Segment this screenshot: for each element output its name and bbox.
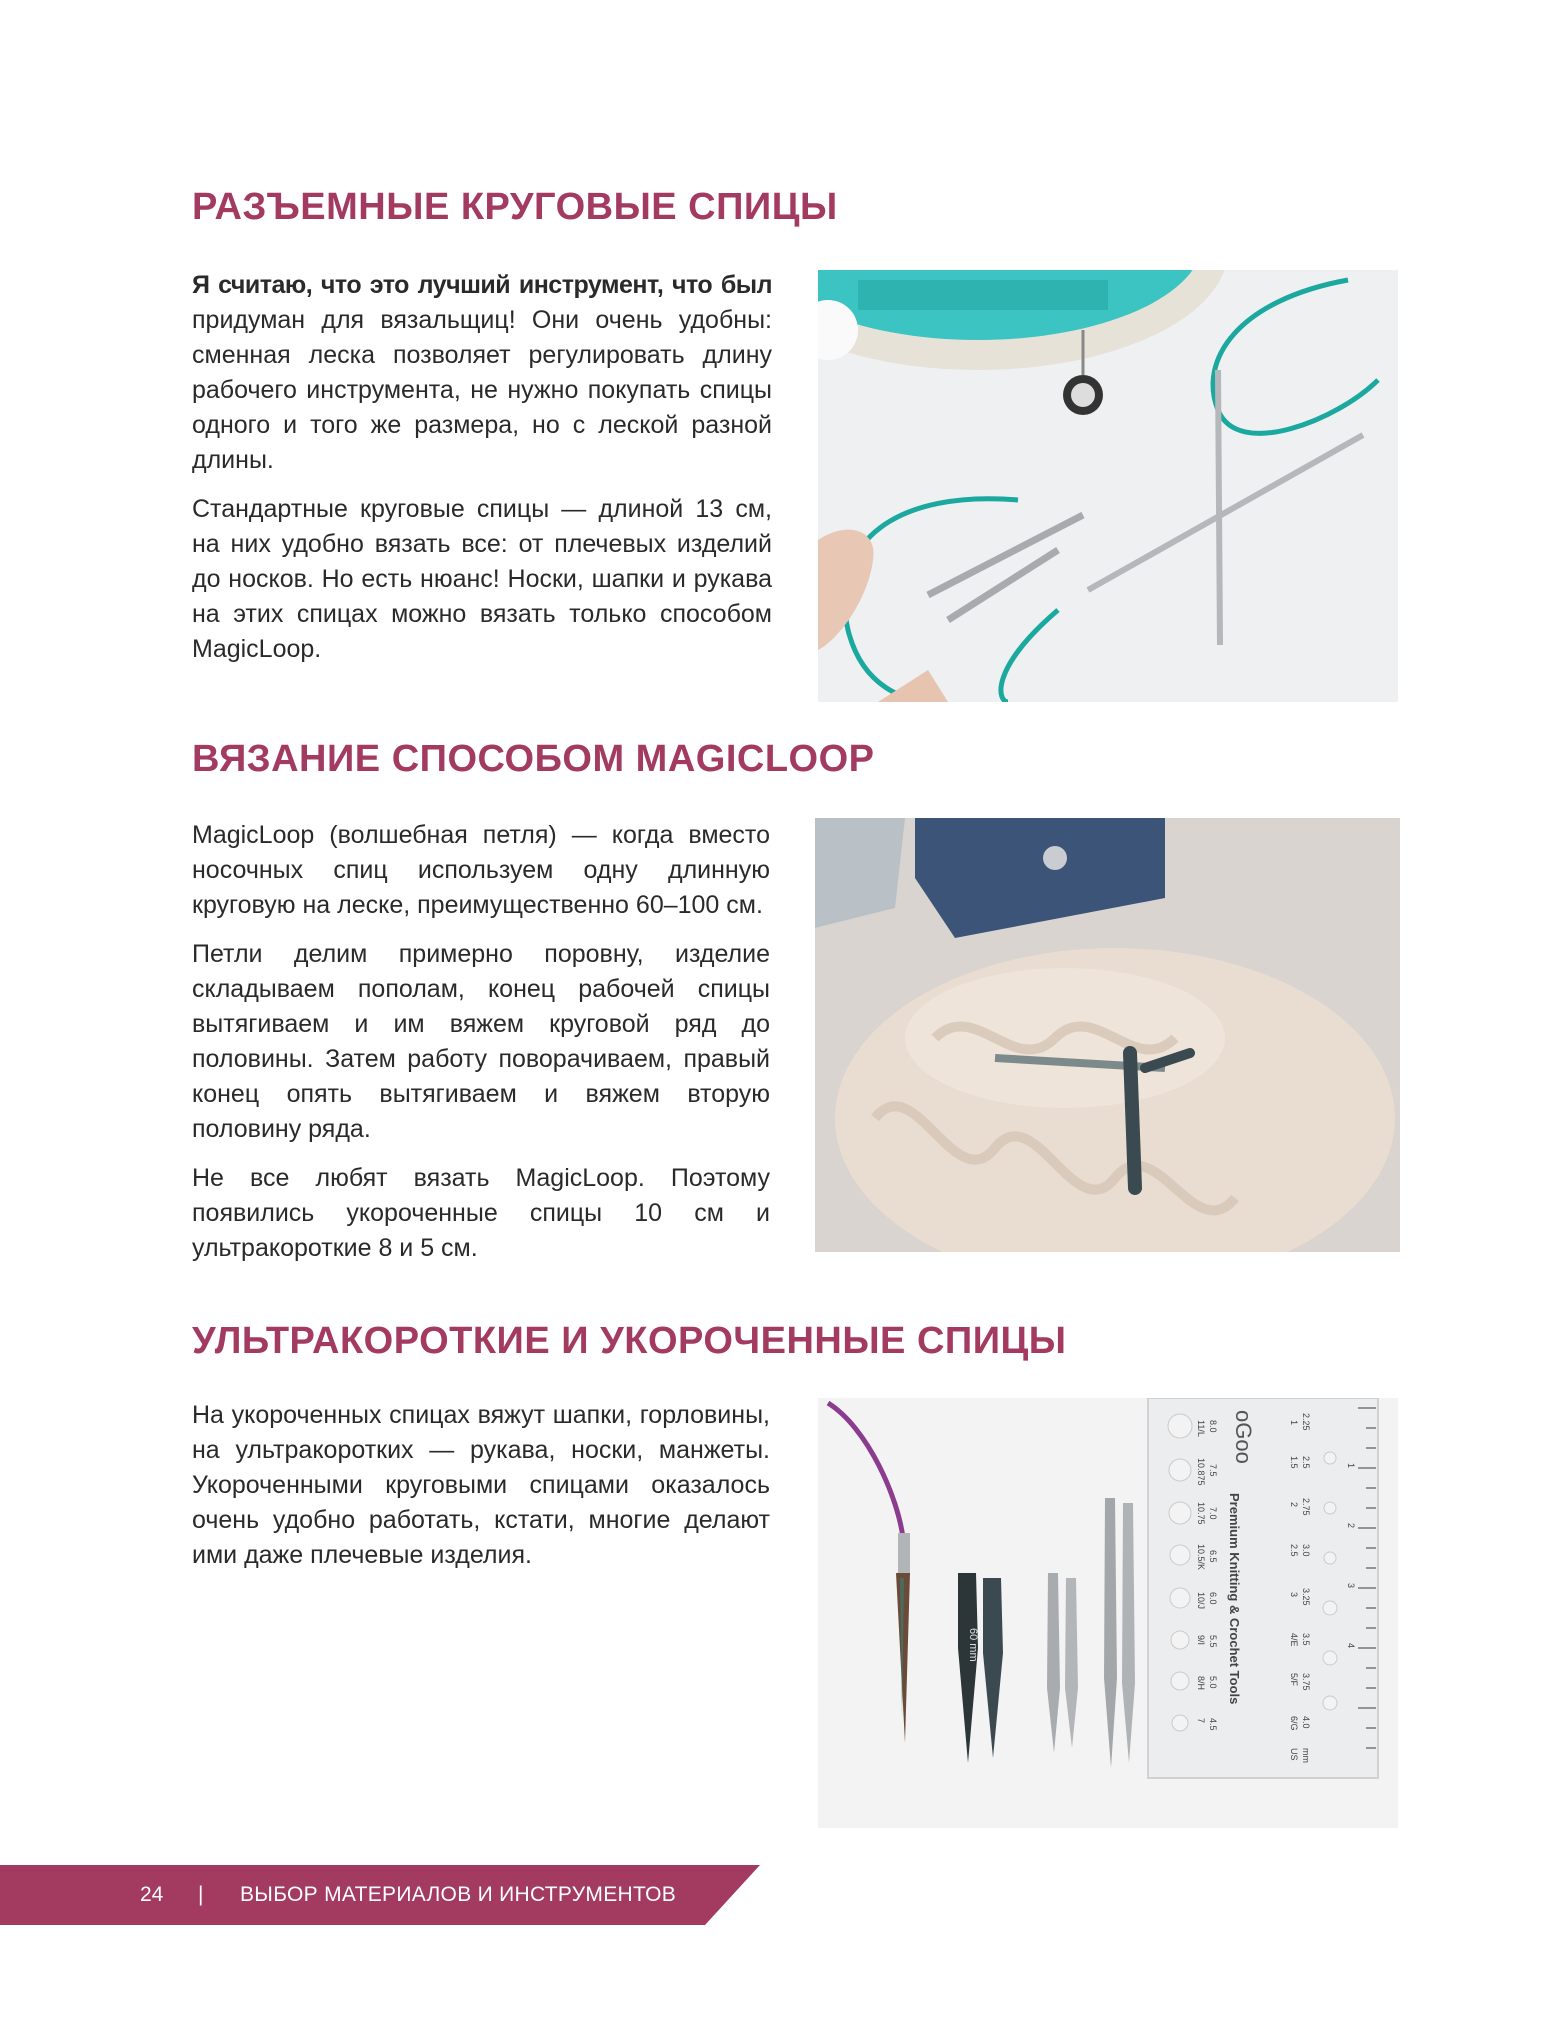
us-size-label: 3 [1289, 1592, 1299, 1598]
photo-interchangeable-needles [818, 270, 1398, 702]
mm-size-label: 6.0 [1208, 1592, 1218, 1605]
inch-mark: 2 [1346, 1523, 1356, 1529]
paragraph: Не все любят вязать MagicLoop. Поэтому появились укороченные спицы 10 см и ультракороткие 8 и 5 см. [192, 1164, 770, 1262]
mm-size-label: 6.5 [1208, 1550, 1218, 1563]
us-size-label: 2 [1289, 1502, 1299, 1508]
ruler-brand: oGoo [1231, 1410, 1256, 1464]
mm-size-label: 2.5 [1301, 1456, 1311, 1469]
section-heading-interchangeable: РАЗЪЕМНЫЕ КРУГОВЫЕ СПИЦЫ [192, 186, 838, 228]
paragraph: MagicLoop (волшебная петля) — когда вместо носочных спиц используем одну длинную круговую на леске, преимущественно 60–100 см. [192, 821, 770, 919]
mm-size-label: 7.0 [1208, 1507, 1218, 1520]
us-size-label: 9/I [1196, 1635, 1206, 1646]
mm-size-label: 2.25 [1301, 1413, 1311, 1431]
photo-magicloop-knitting [815, 818, 1400, 1252]
mm-size-label: 3.0 [1301, 1544, 1311, 1557]
needle-gauge-ruler [1148, 1398, 1378, 1778]
tip-size-label: 60 mm [967, 1628, 979, 1662]
page-number: 24 [140, 1883, 164, 1906]
ruler-tagline: Premium Knitting & Crochet Tools [1227, 1493, 1242, 1705]
mm-size-label: 3.25 [1301, 1588, 1311, 1606]
inch-mark: 3 [1346, 1583, 1356, 1589]
us-size-label: 8/H [1196, 1676, 1206, 1691]
footer-separator: | [198, 1883, 204, 1906]
mm-size-label: 5.5 [1208, 1635, 1218, 1648]
section-text-interchangeable [192, 268, 772, 681]
us-size-label: 4/E [1289, 1633, 1299, 1647]
section-heading-short-needles: УЛЬТРАКОРОТКИЕ И УКОРОЧЕННЫЕ СПИЦЫ [192, 1320, 1067, 1362]
lead-sentence: Я считаю, что это лучший инструмент, что был [192, 271, 772, 299]
unit-label: US [1289, 1748, 1299, 1761]
section-text-short-needles [192, 1398, 770, 1587]
us-size-label: 10/J [1196, 1592, 1206, 1610]
us-size-label: 2.5 [1289, 1544, 1299, 1557]
us-size-label: 10.75 [1196, 1502, 1206, 1525]
unit-label: mm [1301, 1748, 1311, 1763]
paragraph [192, 268, 772, 478]
us-size-label: 6/G [1289, 1716, 1299, 1731]
inch-mark: 1 [1346, 1463, 1356, 1469]
mm-size-label: 7.5 [1208, 1464, 1218, 1477]
us-size-label: 10.5/K [1196, 1544, 1206, 1571]
chapter-title: ВЫБОР МАТЕРИАЛОВ И ИНСТРУМЕНТОВ [240, 1883, 677, 1906]
section-text-magicloop [192, 818, 770, 1280]
mm-size-label: 8.0 [1208, 1420, 1218, 1433]
us-size-label: 10.875 [1196, 1458, 1206, 1486]
us-size-label: 1.5 [1289, 1456, 1299, 1469]
mm-size-label: 3.75 [1301, 1673, 1311, 1691]
paragraph: Стандартные круговые спицы — длиной 13 см, на них удобно вязать все: от плечевых изделий до носков. Но есть нюанс! Носки, шапки и рукава на этих спицах можно вязать только способом MagicLoop. [192, 495, 772, 663]
mm-size-label: 2.75 [1301, 1498, 1311, 1516]
paragraph-rest: придуман для вязальщиц! Они очень удобны: сменная леска позволяет регулировать длину рабочего инструмента, не нужно покупать спицы одного и того же размера, но с леской разной длины. [192, 306, 772, 474]
us-size-label: 5/F [1289, 1673, 1299, 1687]
inch-mark: 4 [1346, 1643, 1356, 1649]
us-size-label: 7 [1196, 1718, 1206, 1724]
us-size-label: 1 [1289, 1420, 1299, 1426]
paragraph: Петли делим примерно поровну, изделие складываем пополам, конец рабочей спицы вытягиваем и им вяжем круговой ряд до половины. Затем работу поворачиваем, правый конец опять вытягиваем и вяжем вторую половину ряда. [192, 940, 770, 1143]
mm-size-label: 3.5 [1301, 1633, 1311, 1646]
paragraph: На укороченных спицах вяжут шапки, горловины, на ультракоротких — рукава, носки, манжеты. Укороченными круговыми спицами оказалось очень удобно работать, кстати, многие делают ими даже плечевые изделия. [192, 1401, 770, 1569]
mm-size-label: 4.0 [1301, 1716, 1311, 1729]
us-size-label: 11/L [1196, 1420, 1206, 1437]
section-heading-magicloop: ВЯЗАНИЕ СПОСОБОМ MAGICLOOP [192, 738, 875, 780]
page-footer [0, 1865, 760, 1925]
mm-size-label: 5.0 [1208, 1676, 1218, 1689]
mm-size-label: 4.5 [1208, 1718, 1218, 1731]
photo-short-needles [818, 1398, 1398, 1828]
